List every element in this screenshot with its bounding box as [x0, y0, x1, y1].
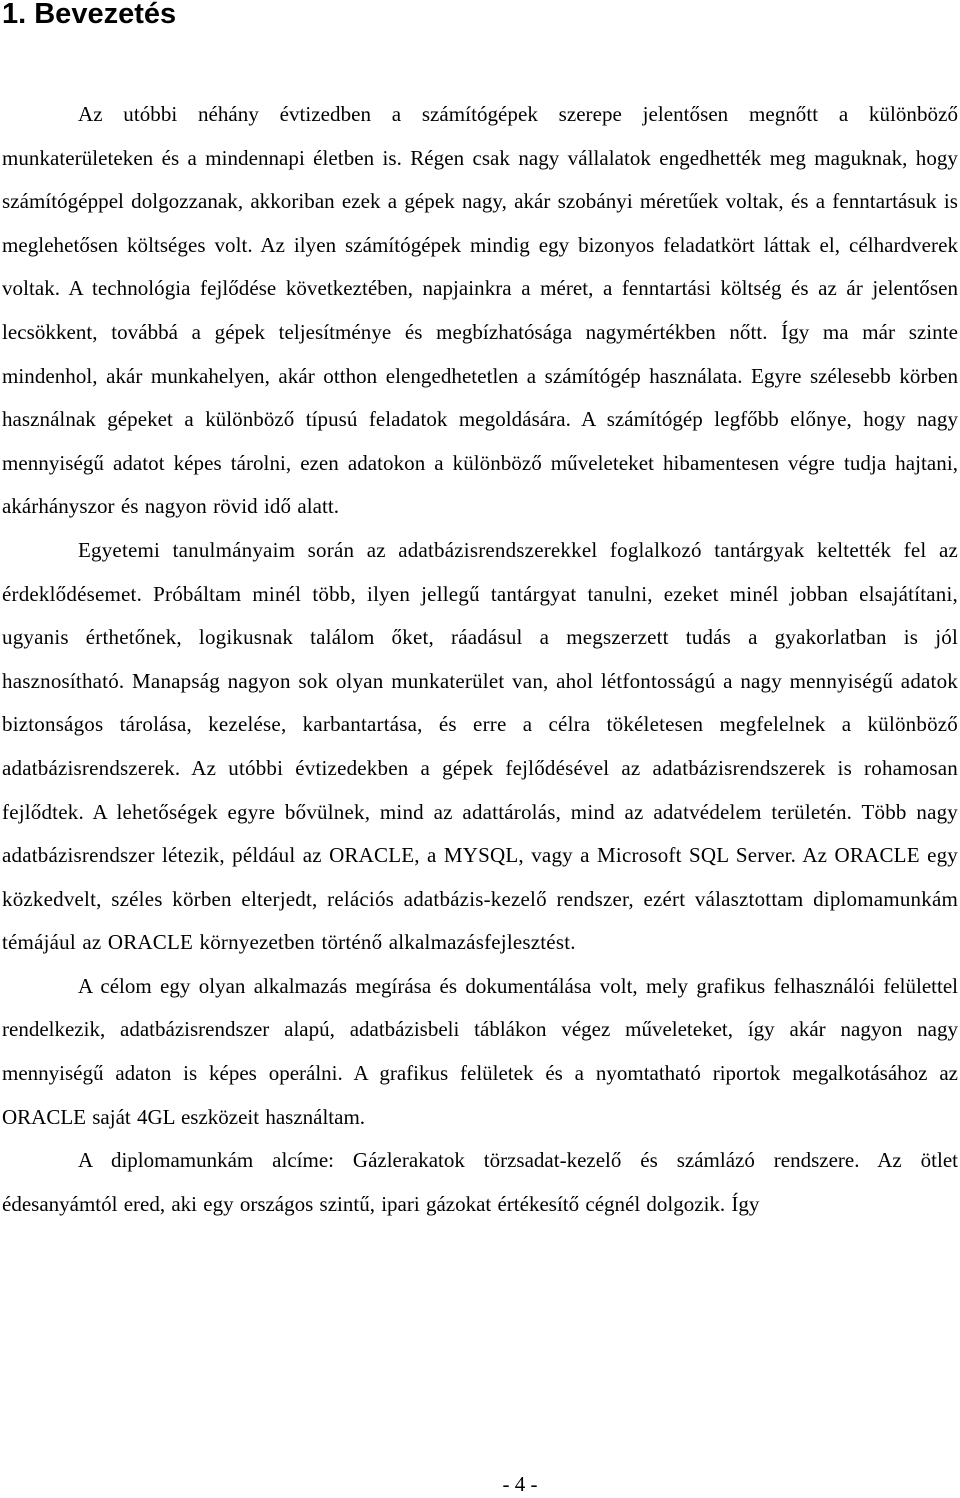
- body-text: [2, 93, 958, 1226]
- paragraph-studies: Egyetemi tanulmányaim során az adatbázisrendszerekkel foglalkozó tantárgyak keltették fel az érdeklődésemet. Próbáltam minél több, ilyen jellegű tantárgyat tanulni, ezeket minél jobban elsajátítani, ugyanis érthetőnek, logikusnak találom őket, ráadásul a megszerzett tudás a gyakorlatban is jól hasznosítható. Manapság nagyon sok olyan munkaterület van, ahol létfontosságú a nagy mennyiségű adatok biztonságos tárolása, kezelése, karbantartása, és erre a célra tökéletesen megfelelnek a különböző adatbázisrendszerek. Az utóbbi évtizedekben a gépek fejlődésével az adatbázisrendszerek is rohamosan fejlődtek. A lehetőségek egyre bővülnek, mind az adattárolás, mind az adatvédelem területén. Több nagy adatbázisrendszer létezik, például az ORACLE, a MYSQL, vagy a Microsoft SQL Server. Az ORACLE egy közkedvelt, széles körben elterjedt, relációs adatbázis-kezelő rendszer, ezért választottam diplomamunkám témájául az ORACLE környezetben történő alkalmazásfejlesztést.: [2, 537, 958, 955]
- paragraph-goal: A célom egy olyan alkalmazás megírása és dokumentálása volt, mely grafikus felhasználói felülettel rendelkezik, adatbázisrendszer alapú, adatbázisbeli táblákon végez műveleteket, így akár nagyon nagy mennyiségű adaton is képes operálni. A grafikus felületek és a nyomtatható riportok megalkotásához az ORACLE saját 4GL eszközeit használtam.: [2, 973, 958, 1129]
- page-number: - 4 -: [502, 1472, 538, 1496]
- paragraph-intro: Az utóbbi néhány évtizedben a számítógépek szerepe jelentősen megnőtt a különböző munkaterületeken és a mindennapi életben is. Régen csak nagy vállalatok engedhették meg maguknak, hogy számítógéppel dolgozzanak, akkoriban ezek a gépek nagy, akár szobányi méretűek voltak, és a fenntartásuk is meglehetősen költséges volt. Az ilyen számítógépek mindig egy bizonyos feladatkört láttak el, célhardverek voltak. A technológia fejlődése következtében, napjainkra a méret, a fenntartási költség és az ár jelentősen lecsökkent, továbbá a gépek teljesítménye és megbízhatósága nagymértékben nőtt. Így ma már szinte mindenhol, akár munkahelyen, akár otthon elengedhetetlen a számítógép használata. Egyre szélesebb körben használnak gépeket a különböző típusú feladatok megoldására. A számítógép legfőbb előnye, hogy nagy mennyiségű adatot képes tárolni, ezen adatokon a különböző műveleteket hibamentesen végre tudja hajtani, akárhányszor és nagyon rövid idő alatt.: [2, 102, 958, 519]
- chapter-heading: 1. Bevezetés: [2, 0, 177, 30]
- paragraph-subtitle: A diplomamunkám alcíme: Gázlerakatok törzsadat-kezelő és számlázó rendszere. Az ötlet édesanyámtól ered, aki egy országos szintű, ipari gázokat értékesítő cégnél dolgozik. Így: [2, 1148, 958, 1216]
